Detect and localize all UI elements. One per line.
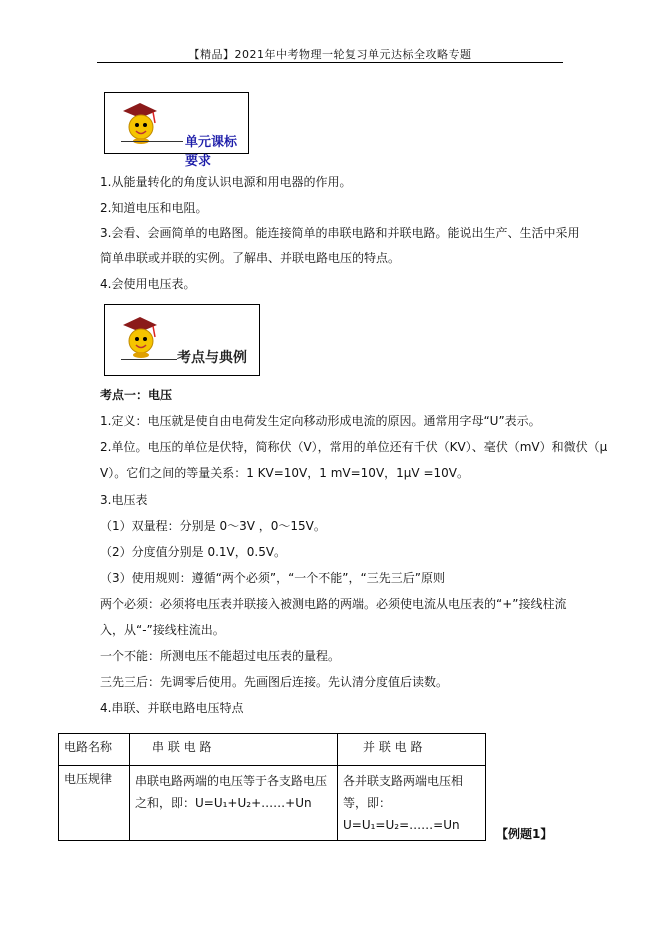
unit-line: 2.单位。电压的单位是伏特，简称伏（V），常用的单位还有千伏（KV）、毫伏（mV）和微伏（μ: [100, 440, 608, 454]
unit-line-cont: V）。它们之间的等量关系：1 KV=10V，1 mV=10V，1μV =10V。: [100, 466, 469, 480]
row-label-cell: 电压规律: [59, 766, 130, 841]
characteristics-heading: 4.串联、并联电路电压特点: [100, 701, 244, 715]
table-header-row: [59, 734, 486, 766]
parallel-rule-cell: 各并联支路两端电压相等，即：U=U₁=U₂=……=Un: [338, 766, 486, 841]
one-cannot-line: 一个不能：所测电压不能超过电压表的量程。: [100, 649, 341, 663]
section-heading: 考点一：电压: [100, 388, 173, 402]
series-rule-cell: 串联电路两端的电压等于各支路电压之和，即：U=U₁+U₂+……+Un: [130, 766, 338, 841]
header-cell: 电路名称: [59, 734, 130, 766]
voltmeter-heading: 3.电压表: [100, 493, 148, 507]
banner-underline: [121, 359, 177, 360]
mascot-graduate-icon: [117, 99, 163, 145]
requirement-3: 3.会看、会画简单的电路图。能连接简单的串联电路和并联电路。能说出生产、生活中采用: [100, 226, 580, 240]
banner-key-points: [104, 304, 260, 376]
banner-underline: [121, 141, 183, 142]
rules-line: （3）使用规则：遵循“两个必须”，“一个不能”，“三先三后”原则: [100, 571, 445, 585]
banner-title: 单元课标要求: [185, 135, 238, 169]
definition-line: 1.定义：电压就是使自由电荷发生定向移动形成电流的原因。通常用字母“U”表示。: [100, 414, 541, 428]
banner-unit-requirements: [104, 92, 249, 169]
table-row: [59, 766, 486, 841]
mascot-graduate-icon: [117, 313, 163, 359]
voltage-table: [58, 733, 486, 841]
page-header: 【精品】2021年中考物理一轮复习单元达标全攻略专题: [188, 48, 472, 61]
range-line: （1）双量程：分别是 0～3V ，0～15V。: [100, 519, 326, 533]
requirement-1: 1.从能量转化的角度认识电源和用电器的作用。: [100, 175, 352, 189]
two-musts-cont: 入，从“-”接线柱流出。: [100, 623, 225, 637]
banner-title: 考点与典例: [177, 350, 247, 366]
header-cell: 并 联 电 路: [338, 734, 486, 766]
header-cell: 串 联 电 路: [130, 734, 338, 766]
two-musts-line: 两个必须：必须将电压表并联接入被测电路的两端。必须使电流从电压表的“+”接线柱流: [100, 597, 567, 611]
header-rule: [97, 62, 563, 63]
example-tag: 【例题1】: [496, 827, 553, 841]
three-first-line: 三先三后：先调零后使用。先画图后连接。先认清分度值后读数。: [100, 675, 449, 689]
requirement-3-cont: 简单串联或并联的实例。了解串、并联电路电压的特点。: [100, 251, 401, 265]
requirement-2: 2.知道电压和电阻。: [100, 201, 208, 215]
division-line: （2）分度值分别是 0.1V，0.5V。: [100, 545, 287, 559]
requirement-4: 4.会使用电压表。: [100, 277, 196, 291]
